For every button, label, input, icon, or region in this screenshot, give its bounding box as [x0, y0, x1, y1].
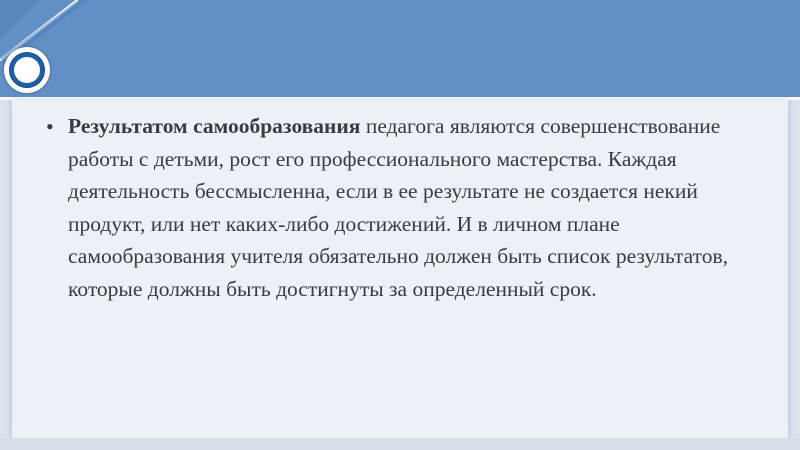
- bullet-paragraph: [68, 110, 748, 305]
- bullet-body-text: педагога являются совершенствование работы с детьми, рост его профессионального мастерства. Каждая деятельность бессмысленна, если в ее результате не создается некий продукт, или нет каких-либо достижений. И в личном плане самообразования учителя обязательно должен быть список результатов, которые должны быть достигнуты за определенный срок.: [68, 114, 729, 301]
- circle-badge-icon: [4, 47, 50, 93]
- bullet-marker: •: [46, 114, 54, 139]
- bottom-band: [0, 438, 800, 450]
- circle-badge-core: [14, 57, 40, 83]
- bullet-bold-lead: Результатом самообразования: [68, 114, 361, 138]
- circle-badge-ring: [9, 52, 45, 88]
- header-decoration: [0, 0, 800, 100]
